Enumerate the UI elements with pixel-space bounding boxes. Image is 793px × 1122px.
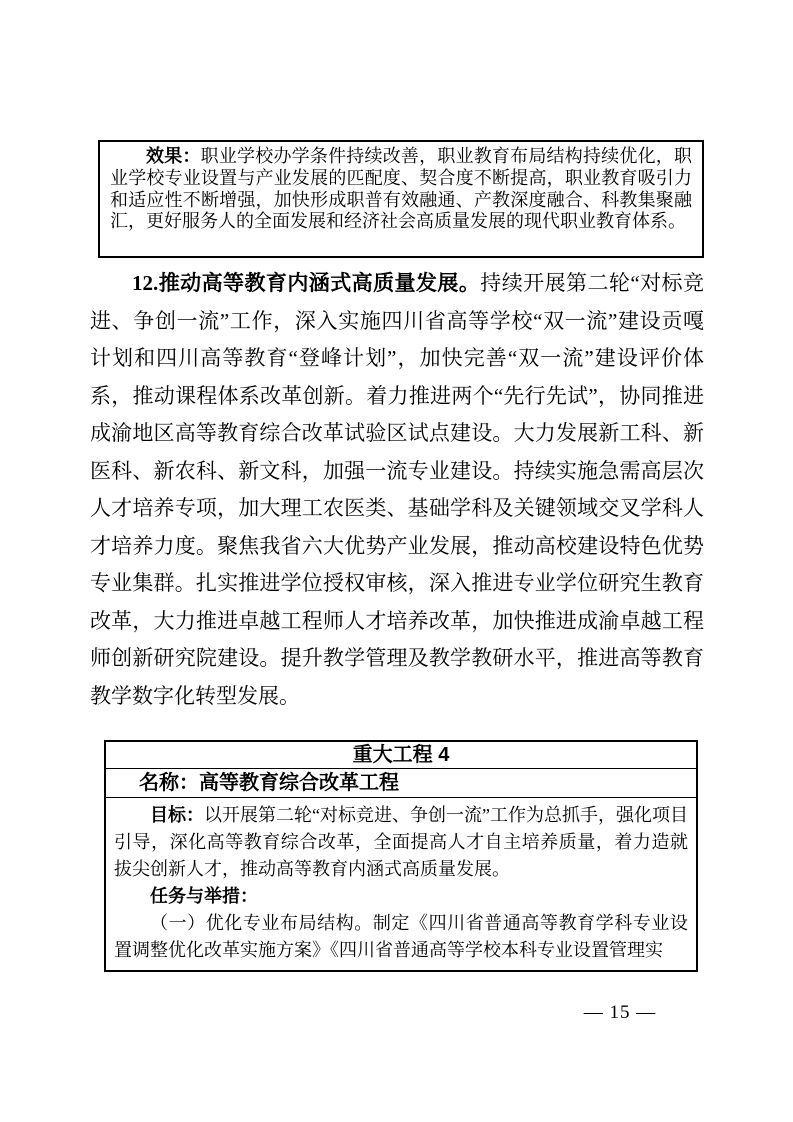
- effect-label: 效果：: [146, 146, 201, 166]
- project-goal-label: 目标：: [150, 805, 205, 825]
- project-name-row: [106, 769, 696, 798]
- project-goal-paragraph: [114, 802, 688, 883]
- project-name-label: 名称：: [139, 772, 199, 794]
- project-goal-text: 以开展第二轮“对标竞进、争创一流”工作为总抓手，强化项目引导，深化高等教育综合改革，全面提高人才自主培养质量，着力造就拔尖创新人才，推动高等教育内涵式高质量发展。: [114, 805, 689, 879]
- paragraph-12-lead: 12.推动高等教育内涵式高质量发展。: [132, 271, 481, 295]
- effect-text: 职业学校办学条件持续改善，职业教育布局结构持续优化，职业学校专业设置与产业发展的匹配度、契合度不断提高，职业教育吸引力和适应性不断增强，加快形成职普有效融通、产教深度融合、科教集聚融汇，更好服务人的全面发展和经济社会高质量发展的现代职业教育体系。: [110, 146, 693, 232]
- project-table-body: [106, 798, 696, 970]
- page-number: — 15 —: [583, 1002, 657, 1023]
- paragraph-12: [90, 265, 704, 715]
- project-tasks-label: 任务与举措：: [150, 886, 258, 906]
- project-name-value: 高等教育综合改革工程: [199, 772, 399, 794]
- paragraph-12-body: 持续开展第二轮“对标竞进、争创一流”工作，深入实施四川省高等学校“双一流”建设贡嘎计划和四川高等教育“登峰计划”，加快完善“双一流”建设评价体系，推动课程体系改革创新。着力推进两个“先行先试”，协同推进成渝地区高等教育综合改革试验区试点建设。大力发展新工科、新医科、新农科、新文科，加强一流专业建设。持续实施急需高层次人才培养专项，加大理工农医类、基础学科及关键领域交叉学科人才培养力度。聚焦我省六大优势产业发展，推动高校建设特色优势专业集群。扎实推进学位授权审核，深入推进专业学位研究生教育改革，大力推进卓越工程师人才培养改革，加快推进成渝卓越工程师创新研究院建设。提升教学管理及教学教研水平，推进高等教育教学数字化转型发展。: [90, 271, 704, 708]
- effect-box: [98, 140, 704, 258]
- project-task-item-1: （一）优化专业布局结构。制定《四川省普通高等教育学科专业设置调整优化改革实施方案》《四川省普通高等学校本科专业设置管理实: [114, 913, 688, 960]
- major-project-table: [104, 740, 698, 972]
- project-table-title: 重大工程 4: [106, 742, 696, 769]
